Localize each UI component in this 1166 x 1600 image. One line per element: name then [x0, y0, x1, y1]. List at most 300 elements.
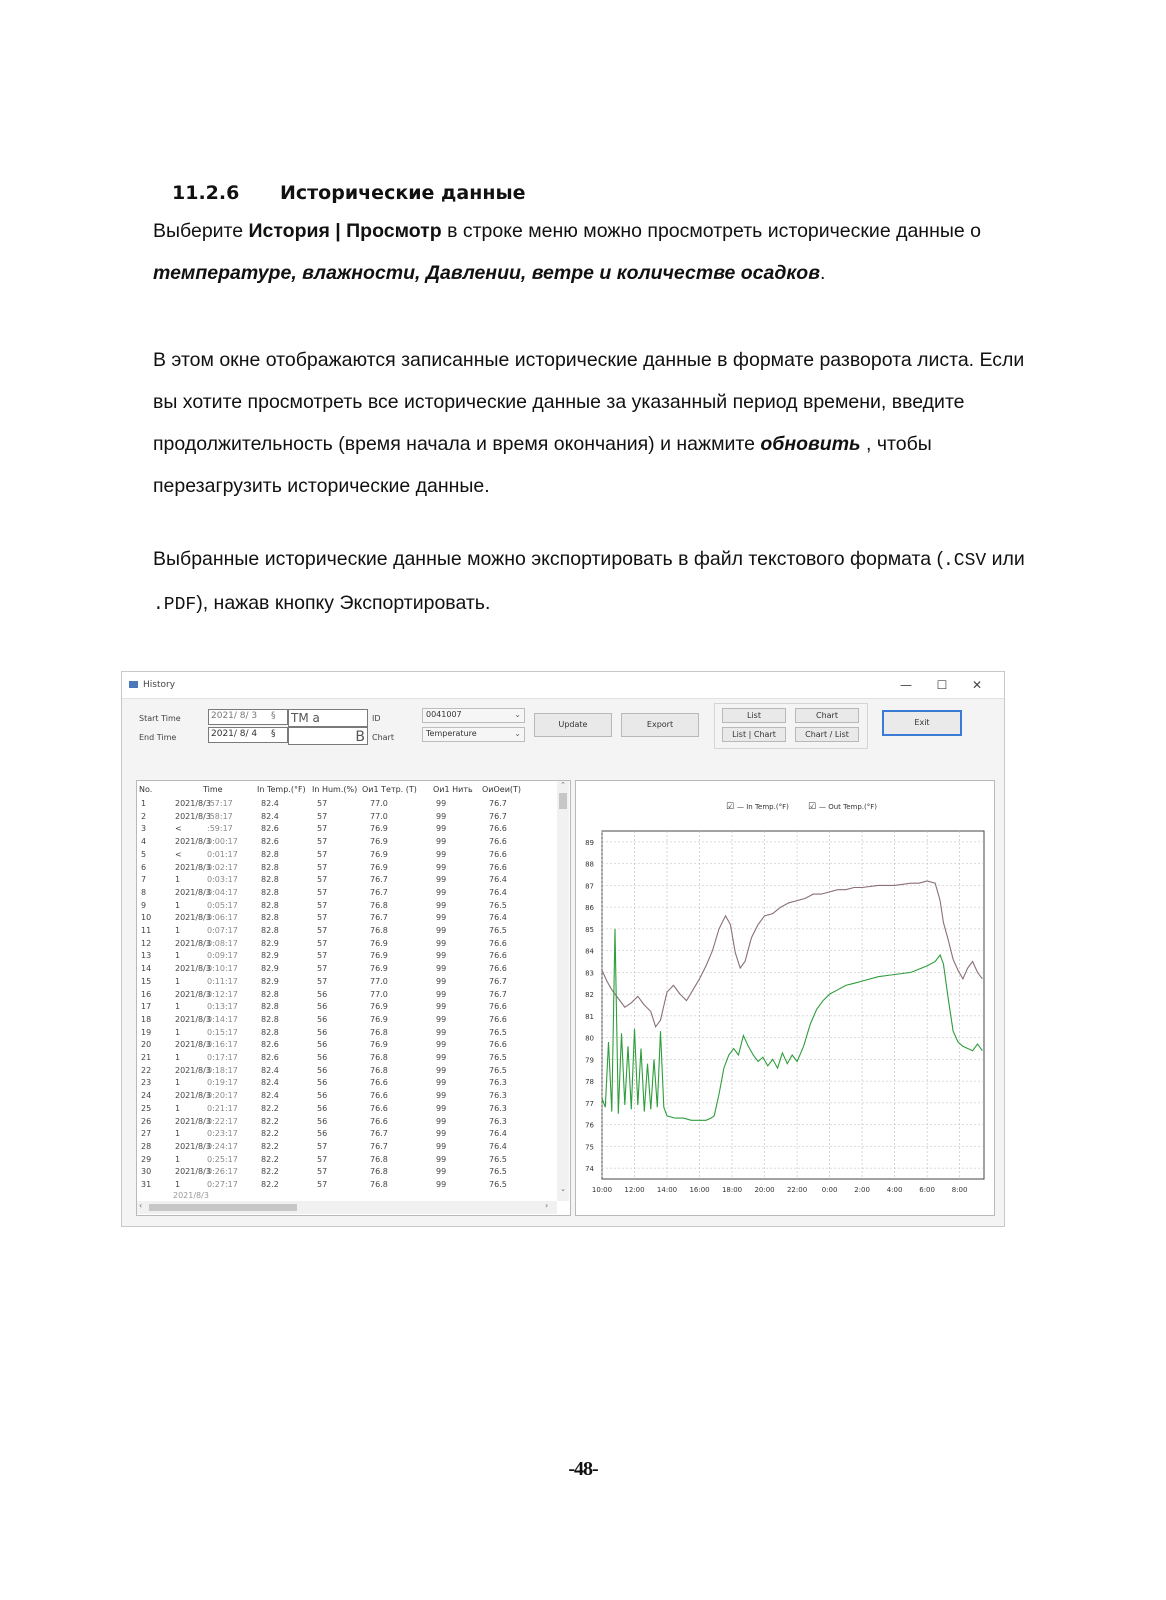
cell-dew-point: 76.7 [489, 989, 507, 999]
cell-in-temp: 82.4 [261, 811, 279, 821]
table-row[interactable] [137, 1053, 557, 1065]
y-tick-label: 78 [585, 1078, 594, 1087]
cell-time: 0:25:17 [207, 1154, 238, 1164]
cell-in-temp: 82.9 [261, 976, 279, 986]
id-value: 0041007 [426, 710, 462, 719]
window-title: History [143, 680, 176, 690]
table-row[interactable] [137, 1155, 557, 1167]
cell-time: 0:22:17 [207, 1116, 238, 1126]
cell-in-temp: 82.8 [261, 1027, 279, 1037]
cell-in-temp: 82.4 [261, 799, 279, 808]
cell-no: 18 [141, 1014, 152, 1024]
cell-date: < [175, 824, 182, 834]
cell-out-temp: 76.8 [370, 1180, 388, 1189]
x-tick-label: 8:00 [951, 1186, 968, 1194]
y-tick-label: 74 [585, 1165, 594, 1174]
cell-in-temp: 82.8 [261, 875, 279, 885]
cell-no: 25 [141, 1103, 152, 1113]
x-tick-label: 0:00 [821, 1186, 838, 1194]
cell-dew-point: 76.5 [489, 900, 507, 910]
cell-time: 0:10:17 [207, 964, 238, 974]
cell-date: 2021/8/3 [175, 1014, 211, 1024]
cell-dew-point: 76.5 [489, 1154, 507, 1164]
p2-line-4: перезагрузить исторические данные. [153, 475, 490, 497]
cell-dew-point: 76.3 [489, 1116, 507, 1126]
y-tick-label: 85 [585, 925, 594, 934]
chart-button[interactable]: Chart [795, 708, 859, 723]
cell-no: 14 [141, 964, 152, 974]
cell-out-hum: 99 [436, 989, 447, 999]
cell-date: 2021/8/3 [175, 938, 211, 948]
cell-no: 17 [141, 1002, 152, 1012]
header-no[interactable]: No. [139, 785, 153, 794]
cell-time: 0:19:17 [207, 1078, 238, 1088]
cell-dew-point: 76.6 [489, 964, 507, 974]
cell-out-temp: 77.0 [370, 799, 388, 808]
cell-time: 0:00:17 [207, 837, 238, 847]
cell-out-temp: 77.0 [370, 989, 388, 999]
cell-date: 2021/8/3 [175, 1167, 211, 1177]
cell-out-temp: 76.9 [370, 1014, 388, 1024]
cell-time: 0:08:17 [207, 938, 238, 948]
x-tick-label: 4:00 [886, 1186, 903, 1194]
cell-out-hum: 99 [436, 976, 447, 986]
cell-time: 0:18:17 [207, 1065, 238, 1075]
cell-dew-point: 76.7 [489, 811, 507, 821]
p2-line-1: В этом окне отображаются записанные исторические данные в формате разворота листа. Если [153, 349, 1025, 371]
p1-text-2: в строке меню можно просмотреть исторические данные о [441, 220, 981, 242]
y-tick-label: 79 [585, 1056, 594, 1065]
y-tick-label: 86 [585, 904, 594, 913]
cell-out-hum: 99 [436, 926, 447, 935]
p2-update-emphasis: обновить [760, 433, 861, 455]
title-bar [122, 672, 1004, 699]
cell-out-temp: 76.6 [370, 1116, 388, 1126]
chart-type-select[interactable] [422, 727, 525, 742]
cell-out-temp: 76.8 [370, 1065, 388, 1075]
cell-time: 0:16:17 [207, 1040, 238, 1050]
legend-out-temp: — Out Temp.(°F) [819, 803, 878, 811]
cell-out-temp: 76.8 [370, 1167, 388, 1177]
minimize-button[interactable]: — [900, 678, 912, 692]
table-row[interactable] [137, 964, 557, 976]
cell-in-temp: 82.2 [261, 1116, 279, 1126]
cell-date: < [175, 849, 182, 859]
cell-out-hum: 99 [436, 875, 447, 885]
scroll-down-icon[interactable]: ⌄ [560, 1185, 566, 1193]
p3-line-1: Выбранные исторические данные можно экспортировать в файл текстового формата ( [153, 548, 943, 570]
cell-in-hum: 57 [317, 1141, 328, 1151]
cell-time: :59:17 [207, 824, 233, 834]
cell-no: 22 [141, 1065, 152, 1075]
cell-no: 6 [141, 862, 147, 872]
start-time-input[interactable]: ТМ а [288, 709, 368, 727]
table-row[interactable] [137, 977, 557, 989]
x-tick-label: 2:00 [854, 1186, 870, 1194]
section-number: 11.2.6 [172, 182, 240, 204]
cell-dew-point: 76.4 [489, 1129, 507, 1139]
cell-no: 10 [141, 913, 152, 923]
cell-time: 0:24:17 [207, 1141, 238, 1151]
table-row[interactable] [137, 1117, 557, 1129]
id-select[interactable] [422, 708, 525, 723]
table-row[interactable] [137, 901, 557, 913]
cell-in-hum: 57 [317, 926, 328, 935]
cell-dew-point: 76.3 [489, 1078, 507, 1088]
cell-in-hum: 57 [317, 900, 328, 910]
cell-date: 2021/8/3 [175, 989, 211, 999]
cell-out-temp: 76.7 [370, 887, 388, 897]
table-row[interactable] [137, 1142, 557, 1154]
cell-date: 1 [175, 1078, 181, 1088]
cell-out-hum: 99 [436, 799, 447, 808]
end-date-value: 2021/ 8/ 4 [211, 729, 258, 739]
end-date-input[interactable] [208, 727, 288, 743]
end-time-input[interactable]: В [288, 727, 368, 745]
page-number: -48- [568, 1458, 598, 1480]
cell-date: 1 [175, 976, 181, 986]
header-out-hum[interactable]: Ои1 Нить [433, 785, 473, 794]
cell-out-hum: 99 [436, 1091, 447, 1101]
y-tick-label: 88 [585, 860, 594, 869]
cell-out-hum: 99 [436, 1014, 447, 1024]
cell-date: 2021/8/3 [175, 1065, 211, 1075]
cell-dew-point: 76.6 [489, 1040, 507, 1050]
cell-time: 0:23:17 [207, 1129, 238, 1139]
cell-in-hum: 57 [317, 811, 328, 821]
cell-in-hum: 56 [317, 1078, 328, 1088]
cell-dew-point: 76.6 [489, 837, 507, 847]
cell-dew-point: 76.7 [489, 976, 507, 986]
cell-date: 1 [175, 1180, 181, 1189]
cell-dew-point: 76.3 [489, 1103, 507, 1113]
cell-out-temp: 76.8 [370, 1053, 388, 1062]
cell-date: 2021/8/3 [175, 799, 211, 808]
cell-out-temp: 76.7 [370, 913, 388, 923]
cell-out-hum: 99 [436, 837, 447, 847]
cell-dew-point: 76.5 [489, 1027, 507, 1037]
cell-time: 0:26:17 [207, 1167, 238, 1177]
cell-date: 2021/8/3 [175, 913, 211, 923]
table-row[interactable] [137, 926, 557, 938]
table-row[interactable] [137, 1002, 557, 1014]
y-tick-label: 75 [585, 1143, 594, 1152]
table-row[interactable] [137, 812, 557, 824]
cell-out-hum: 99 [436, 1141, 447, 1151]
cell-dew-point: 76.4 [489, 887, 507, 897]
header-out-temp[interactable]: Ои1 Тетр. (Т) [362, 785, 417, 794]
cell-date: 1 [175, 1002, 181, 1012]
cell-in-hum: 56 [317, 1129, 328, 1139]
cell-out-hum: 99 [436, 1040, 447, 1050]
cell-no: 19 [141, 1027, 152, 1037]
paragraph-2 [153, 339, 1133, 507]
cell-time: :57:17 [207, 799, 233, 808]
cell-out-temp: 76.6 [370, 1091, 388, 1101]
cell-time: 0:04:17 [207, 887, 238, 897]
cell-in-hum: 57 [317, 862, 328, 872]
cell-in-temp: 82.8 [261, 900, 279, 910]
cell-no: 16 [141, 989, 152, 999]
cell-time: 0:11:17 [207, 976, 238, 986]
table-row[interactable] [137, 850, 557, 862]
x-tick-label: 18:00 [721, 1186, 743, 1194]
cell-in-temp: 82.2 [261, 1180, 279, 1189]
legend-checkbox-icon: ☑ [808, 802, 817, 812]
cell-time: 0:01:17 [207, 849, 238, 859]
exit-button[interactable]: Exit [882, 710, 962, 736]
cell-in-temp: 82.8 [261, 1002, 279, 1012]
cell-dew-point: 76.4 [489, 875, 507, 885]
paragraph-1 [153, 210, 1133, 294]
cell-time: 0:06:17 [207, 913, 238, 923]
y-tick-label: 84 [585, 947, 594, 956]
cell-in-hum: 57 [317, 913, 328, 923]
cell-out-hum: 99 [436, 862, 447, 872]
cell-no: 27 [141, 1129, 152, 1139]
cell-date: 1 [175, 1129, 181, 1139]
cell-dew-point: 76.5 [489, 1167, 507, 1177]
cell-no: 8 [141, 887, 147, 897]
cell-in-hum: 57 [317, 976, 328, 986]
cell-time: 0:02:17 [207, 862, 238, 872]
scroll-left-icon[interactable]: ‹ [139, 1201, 143, 1210]
cell-out-temp: 76.9 [370, 1002, 388, 1012]
chevron-down-icon: ⌄ [514, 710, 521, 719]
x-tick-label: 22:00 [786, 1186, 808, 1194]
table-row[interactable] [137, 888, 557, 900]
cell-out-temp: 76.9 [370, 862, 388, 872]
cell-in-temp: 82.8 [261, 913, 279, 923]
table-row[interactable] [137, 1167, 557, 1179]
legend-in-temp: — In Temp.(°F) [737, 803, 789, 811]
cell-in-temp: 82.2 [261, 1154, 279, 1164]
cell-in-temp: 82.9 [261, 938, 279, 948]
cell-date: 2021/8/3 [175, 964, 211, 974]
cell-dew-point: 76.5 [489, 926, 507, 935]
cell-in-hum: 57 [317, 1167, 328, 1177]
cell-in-temp: 82.2 [261, 1167, 279, 1177]
cell-in-temp: 82.9 [261, 964, 279, 974]
cell-no: 3 [141, 824, 147, 834]
cell-date: 1 [175, 926, 181, 935]
cell-out-temp: 76.9 [370, 938, 388, 948]
end-date-picker-icon[interactable]: § [271, 729, 276, 739]
x-tick-label: 14:00 [656, 1186, 678, 1194]
x-tick-label: 12:00 [624, 1186, 645, 1194]
scroll-up-icon[interactable]: ⌃ [560, 781, 566, 789]
partial-row-date: 2021/8/3 [173, 1191, 209, 1200]
header-in-hum[interactable]: In Hum.(%) [312, 785, 358, 794]
paragraph-3 [153, 538, 1133, 626]
table-row[interactable] [137, 1015, 557, 1027]
list-chart-button[interactable]: List | Chart [722, 727, 786, 742]
cell-in-hum: 56 [317, 1091, 328, 1101]
cell-time: 0:15:17 [207, 1027, 238, 1037]
cell-in-hum: 56 [317, 1065, 328, 1075]
table-row[interactable] [137, 875, 557, 887]
cell-out-temp: 76.6 [370, 1103, 388, 1113]
y-tick-label: 89 [585, 838, 594, 847]
cell-no: 12 [141, 938, 152, 948]
table-row[interactable] [137, 1078, 557, 1090]
cell-no: 20 [141, 1040, 152, 1050]
cell-out-temp: 76.7 [370, 1129, 388, 1139]
cell-in-temp: 82.8 [261, 1014, 279, 1024]
table-row[interactable] [137, 837, 557, 849]
cell-out-temp: 76.9 [370, 1040, 388, 1050]
cell-out-hum: 99 [436, 1002, 447, 1012]
history-table[interactable] [136, 780, 571, 1216]
cell-in-temp: 82.4 [261, 1065, 279, 1075]
cell-in-temp: 82.8 [261, 989, 279, 999]
y-tick-label: 76 [585, 1121, 594, 1130]
cell-in-hum: 57 [317, 1154, 328, 1164]
cell-no: 15 [141, 976, 152, 986]
cell-in-hum: 57 [317, 951, 328, 961]
cell-date: 2021/8/3 [175, 1040, 211, 1050]
p3-line-1-end: или [986, 548, 1025, 570]
cell-out-hum: 99 [436, 1180, 447, 1189]
cell-out-hum: 99 [436, 824, 447, 834]
header-in-temp[interactable]: In Temp.(°F) [257, 785, 306, 794]
table-row[interactable] [137, 799, 557, 811]
table-row[interactable] [137, 1040, 557, 1052]
cell-date: 2021/8/3 [175, 1116, 211, 1126]
cell-in-hum: 56 [317, 1014, 328, 1024]
p2-line-3: продолжительность (время начала и время окончания) и нажмите [153, 433, 761, 455]
start-date-value: 2021/ 8/ 3 [211, 711, 258, 721]
cell-out-temp: 76.7 [370, 875, 388, 885]
list-button[interactable]: List [722, 708, 786, 723]
start-date-picker-icon[interactable]: § [271, 711, 276, 721]
cell-no: 24 [141, 1091, 152, 1101]
cell-dew-point: 76.3 [489, 1091, 507, 1101]
cell-time: 0:17:17 [207, 1053, 238, 1062]
cell-in-temp: 82.8 [261, 862, 279, 872]
cell-in-hum: 56 [317, 1027, 328, 1037]
cell-date: 1 [175, 1154, 181, 1164]
cell-out-temp: 76.8 [370, 900, 388, 910]
cell-dew-point: 76.6 [489, 824, 507, 834]
cell-time: 0:21:17 [207, 1103, 238, 1113]
cell-out-temp: 76.8 [370, 1027, 388, 1037]
cell-out-hum: 99 [436, 849, 447, 859]
cell-date: 1 [175, 900, 181, 910]
cell-out-hum: 99 [436, 938, 447, 948]
cell-in-temp: 82.6 [261, 1040, 279, 1050]
cell-no: 1 [141, 799, 147, 808]
cell-time: 0:20:17 [207, 1091, 238, 1101]
cell-out-hum: 99 [436, 1154, 447, 1164]
cell-date: 1 [175, 875, 181, 885]
cell-date: 2021/8/3 [175, 1141, 211, 1151]
table-row[interactable] [137, 1104, 557, 1116]
y-tick-label: 77 [585, 1099, 594, 1108]
cell-in-temp: 82.8 [261, 926, 279, 935]
table-row[interactable] [137, 939, 557, 951]
section-heading [172, 182, 526, 204]
cell-time: 0:14:17 [207, 1014, 238, 1024]
cell-time: 0:27:17 [207, 1180, 238, 1189]
cell-in-temp: 82.8 [261, 887, 279, 897]
p1-emphasis: температуре, влажности, Давлении, ветре и количестве осадков [153, 262, 820, 284]
vertical-scroll-thumb[interactable] [559, 793, 567, 809]
cell-no: 4 [141, 837, 147, 847]
cell-out-hum: 99 [436, 811, 447, 821]
cell-time: 0:09:17 [207, 951, 238, 961]
cell-dew-point: 76.6 [489, 1014, 507, 1024]
start-date-input[interactable] [208, 709, 288, 725]
cell-in-temp: 82.4 [261, 1091, 279, 1101]
cell-time: 0:13:17 [207, 1002, 238, 1012]
cell-out-temp: 76.9 [370, 964, 388, 974]
p2-line-3-end: , чтобы [860, 433, 932, 455]
cell-in-hum: 57 [317, 824, 328, 834]
x-tick-label: 16:00 [689, 1186, 710, 1194]
y-tick-label: 83 [585, 969, 594, 978]
export-button[interactable]: Export [621, 713, 699, 737]
cell-out-hum: 99 [436, 887, 447, 897]
cell-out-temp: 76.9 [370, 824, 388, 834]
cell-date: 1 [175, 1053, 181, 1062]
table-row[interactable] [137, 1129, 557, 1141]
update-button[interactable]: Update [534, 713, 612, 737]
cell-dew-point: 76.5 [489, 1053, 507, 1062]
cell-out-hum: 99 [436, 1167, 447, 1177]
header-time[interactable]: Time [203, 785, 223, 794]
p3-pdf: .PDF [153, 595, 197, 615]
vertical-scrollbar[interactable] [557, 781, 569, 1201]
horizontal-scroll-thumb[interactable] [149, 1204, 297, 1211]
table-row[interactable] [137, 1028, 557, 1040]
horizontal-scrollbar[interactable] [137, 1201, 557, 1214]
start-time-label: Start Time [139, 714, 181, 723]
table-row[interactable] [137, 863, 557, 875]
cell-out-hum: 99 [436, 1103, 447, 1113]
cell-out-hum: 99 [436, 1078, 447, 1088]
y-tick-label: 81 [585, 1012, 594, 1021]
cell-out-hum: 99 [436, 1116, 447, 1126]
cell-in-temp: 82.6 [261, 824, 279, 834]
cell-out-temp: 76.6 [370, 1078, 388, 1088]
table-row[interactable] [137, 951, 557, 963]
cell-in-hum: 57 [317, 875, 328, 885]
scroll-right-icon[interactable]: › [545, 1201, 549, 1210]
cell-in-temp: 82.9 [261, 951, 279, 961]
table-row[interactable] [137, 1066, 557, 1078]
cell-dew-point: 76.4 [489, 1141, 507, 1151]
temperature-chart [576, 781, 994, 1215]
table-row[interactable] [137, 1091, 557, 1103]
p1-text: Выберите [153, 220, 249, 242]
cell-in-temp: 82.2 [261, 1129, 279, 1139]
table-row[interactable] [137, 913, 557, 925]
id-label: ID [372, 714, 381, 723]
table-row[interactable] [137, 990, 557, 1002]
close-button[interactable]: ✕ [971, 678, 983, 692]
chart-list-button[interactable]: Chart / List [795, 727, 859, 742]
p3-csv: .CSV [943, 551, 987, 571]
cell-out-hum: 99 [436, 913, 447, 923]
table-row[interactable] [137, 824, 557, 836]
cell-out-temp: 76.7 [370, 1141, 388, 1151]
cell-dew-point: 76.7 [489, 799, 507, 808]
cell-date: 2021/8/3 [175, 837, 211, 847]
maximize-button[interactable]: ☐ [936, 678, 948, 692]
cell-in-hum: 56 [317, 1116, 328, 1126]
header-dew-point[interactable]: ОиОеи(Т) [482, 785, 522, 794]
